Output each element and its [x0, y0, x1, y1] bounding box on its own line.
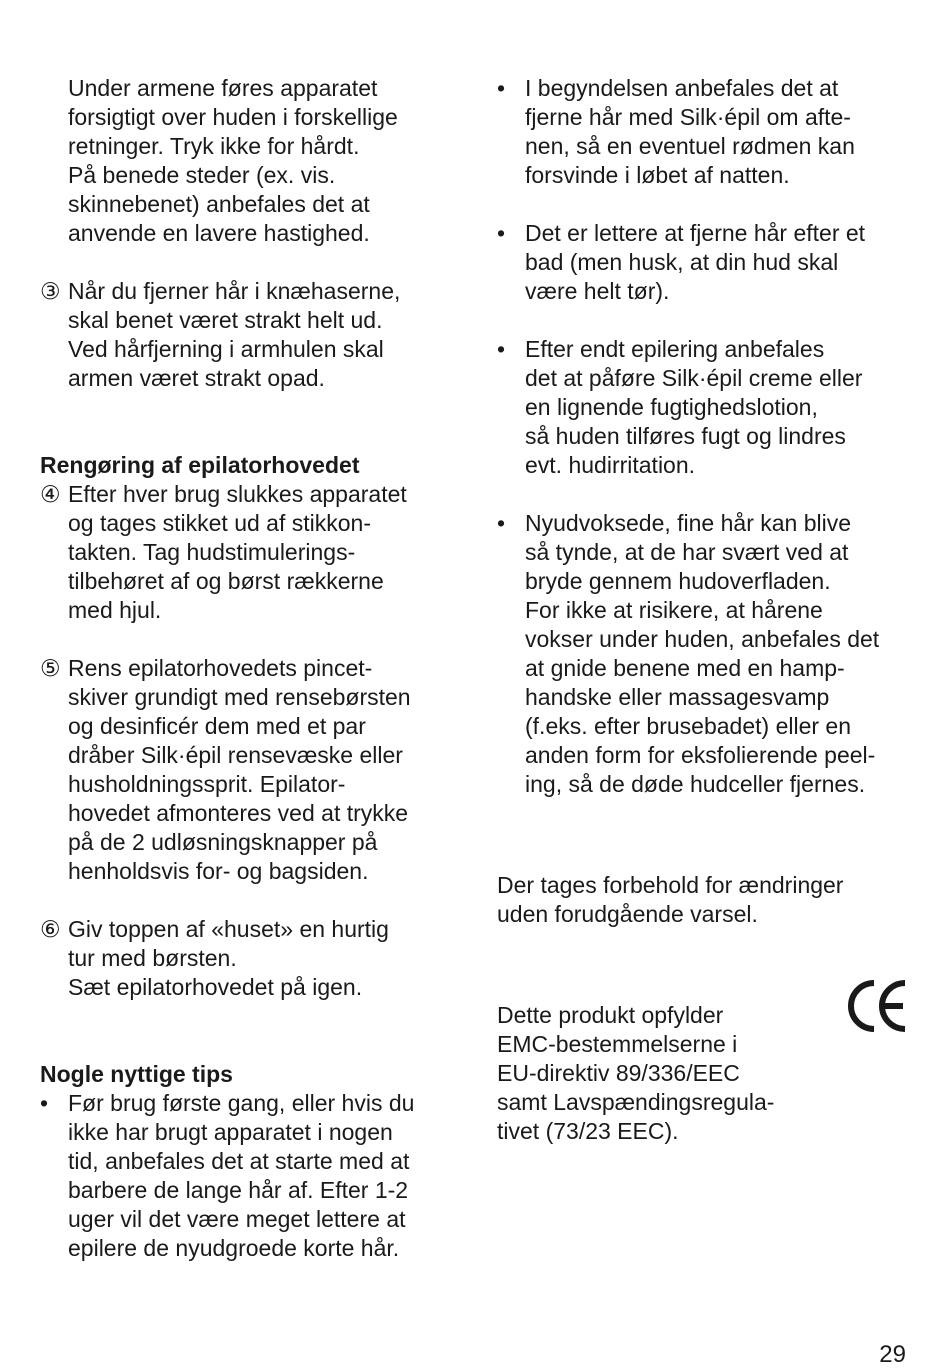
text-line: handske eller massagesvamp [525, 684, 830, 710]
text-line: så huden tilføres fugt og lindres [525, 423, 846, 449]
text-line: med hjul. [68, 597, 162, 623]
text-line: og desinficér dem med et par [68, 713, 366, 739]
text-line: bryde gennem hudoverfladen. [525, 568, 831, 594]
bullet-icon: • [497, 220, 506, 246]
tips-heading: Nogle nyttige tips [40, 1061, 233, 1087]
text-line: Efter endt epilering anbefales [525, 336, 825, 362]
text-line: EU-direktiv 89/336/EEC [497, 1060, 740, 1086]
text-line: forsvinde i løbet af natten. [525, 162, 790, 188]
text-line: og tages stikket ud af stikkon- [68, 510, 371, 536]
text-line: så tynde, at de har svært ved at [525, 539, 849, 565]
text-line: husholdningssprit. Epilator- [68, 771, 346, 797]
text-line: skal benet været strakt helt ud. [68, 307, 383, 333]
text-line: henholdsvis for- og bagsiden. [68, 858, 369, 884]
text-line: skiver grundigt med rensebørsten [68, 684, 411, 710]
text-line: tilbehøret af og børst rækkerne [68, 568, 384, 594]
text-line: Rens epilatorhovedets pincet- [68, 655, 373, 681]
step-number-4: ④ [40, 481, 61, 507]
text-line: Sæt epilatorhovedet på igen. [68, 974, 363, 1000]
text-line: Der tages forbehold for ændringer [497, 872, 844, 898]
ce-mark-icon [847, 975, 909, 1037]
text-line: bad (men husk, at din hud skal [525, 249, 839, 275]
text-line: Når du fjerner hår i knæhaserne, [68, 278, 401, 304]
text-line: Før brug første gang, eller hvis du [68, 1090, 415, 1116]
text-line: armen været strakt opad. [68, 365, 325, 391]
text-line: fjerne hår med Silk·épil om afte- [525, 104, 851, 130]
text-line: (f.eks. efter brusebadet) eller en [525, 713, 851, 739]
text-line: tivet (73/23 EEC). [497, 1118, 679, 1144]
text-line: Nyudvoksede, fine hår kan blive [525, 510, 852, 536]
text-line: takten. Tag hudstimulerings- [68, 539, 356, 565]
text-line: For ikke at risikere, at hårene [525, 597, 823, 623]
text-line: hovedet afmonteres ved at trykke [68, 800, 409, 826]
text-line: det at påføre Silk·épil creme eller [525, 365, 863, 391]
text-line: Det er lettere at fjerne hår efter et [525, 220, 866, 246]
cleaning-heading: Rengøring af epilatorhovedet [40, 452, 360, 478]
text-line: en lignende fugtighedslotion, [525, 394, 818, 420]
step-number-3: ③ [40, 278, 61, 304]
page-number: 29 [879, 1341, 906, 1368]
text-line: EMC-bestemmelserne i [497, 1031, 738, 1057]
text-line: epilere de nyudgroede korte hår. [68, 1235, 400, 1261]
step-5 [40, 654, 460, 886]
text-line: på de 2 udløsningsknapper på [68, 829, 378, 855]
text-line: være helt tør). [525, 278, 670, 304]
text-line: barbere de lange hår af. Efter 1-2 [68, 1177, 409, 1203]
text-line: dråber Silk·épil rensevæske eller [68, 742, 403, 768]
intro-paragraph [40, 74, 460, 248]
text-line: Ved hårfjerning i armhulen skal [68, 336, 384, 362]
text-line: skinnebenet) anbefales det at [68, 191, 370, 217]
step-number-6: ⑥ [40, 916, 61, 942]
bullet-icon: • [40, 1090, 49, 1116]
text-line: ing, så de døde hudceller fjernes. [525, 771, 866, 797]
text-line: På benede steder (ex. vis. [68, 162, 336, 188]
tip-bullet-4 [497, 335, 917, 480]
text-line: tid, anbefales det at starte med at [68, 1148, 410, 1174]
text-line: anden form for eksfolierende peel- [525, 742, 876, 768]
text-line: Dette produkt opfylder [497, 1002, 724, 1028]
tip-bullet-2 [497, 74, 917, 190]
text-line: evt. hudirritation. [525, 452, 696, 478]
left-column [40, 74, 460, 1263]
tip-bullet-3 [497, 219, 917, 306]
text-line: tur med børsten. [68, 945, 237, 971]
text-line: Giv toppen af «huset» en hurtig [68, 916, 389, 942]
step-4 [40, 480, 460, 625]
bullet-icon: • [497, 336, 506, 362]
text-line: uden forudgående varsel. [497, 901, 758, 927]
bullet-icon: • [497, 510, 506, 536]
text-line: ikke har brugt apparatet i nogen [68, 1119, 393, 1145]
text-line: Efter hver brug slukkes apparatet [68, 481, 407, 507]
text-line: samt Lavspændingsregula- [497, 1089, 775, 1115]
text-line: forsigtigt over huden i forskellige [68, 104, 398, 130]
text-line: retninger. Tryk ikke for hårdt. [68, 133, 360, 159]
disclaimer-paragraph [497, 871, 917, 929]
text-line: uger vil det være meget lettere at [68, 1206, 406, 1232]
text-line: nen, så en eventuel rødmen kan [525, 133, 855, 159]
tip-bullet-1 [40, 1089, 460, 1263]
step-number-5: ⑤ [40, 655, 61, 681]
bullet-icon: • [497, 75, 506, 101]
step-6 [40, 915, 460, 1002]
text-line: anvende en lavere hastighed. [68, 220, 370, 246]
text-line: Under armene føres apparatet [68, 75, 378, 101]
text-line: at gnide benene med en hamp- [525, 655, 845, 681]
text-line: vokser under huden, anbefales det [525, 626, 880, 652]
step-3 [40, 277, 460, 393]
text-line: I begyndelsen anbefales det at [525, 75, 839, 101]
tip-bullet-5 [497, 509, 917, 799]
